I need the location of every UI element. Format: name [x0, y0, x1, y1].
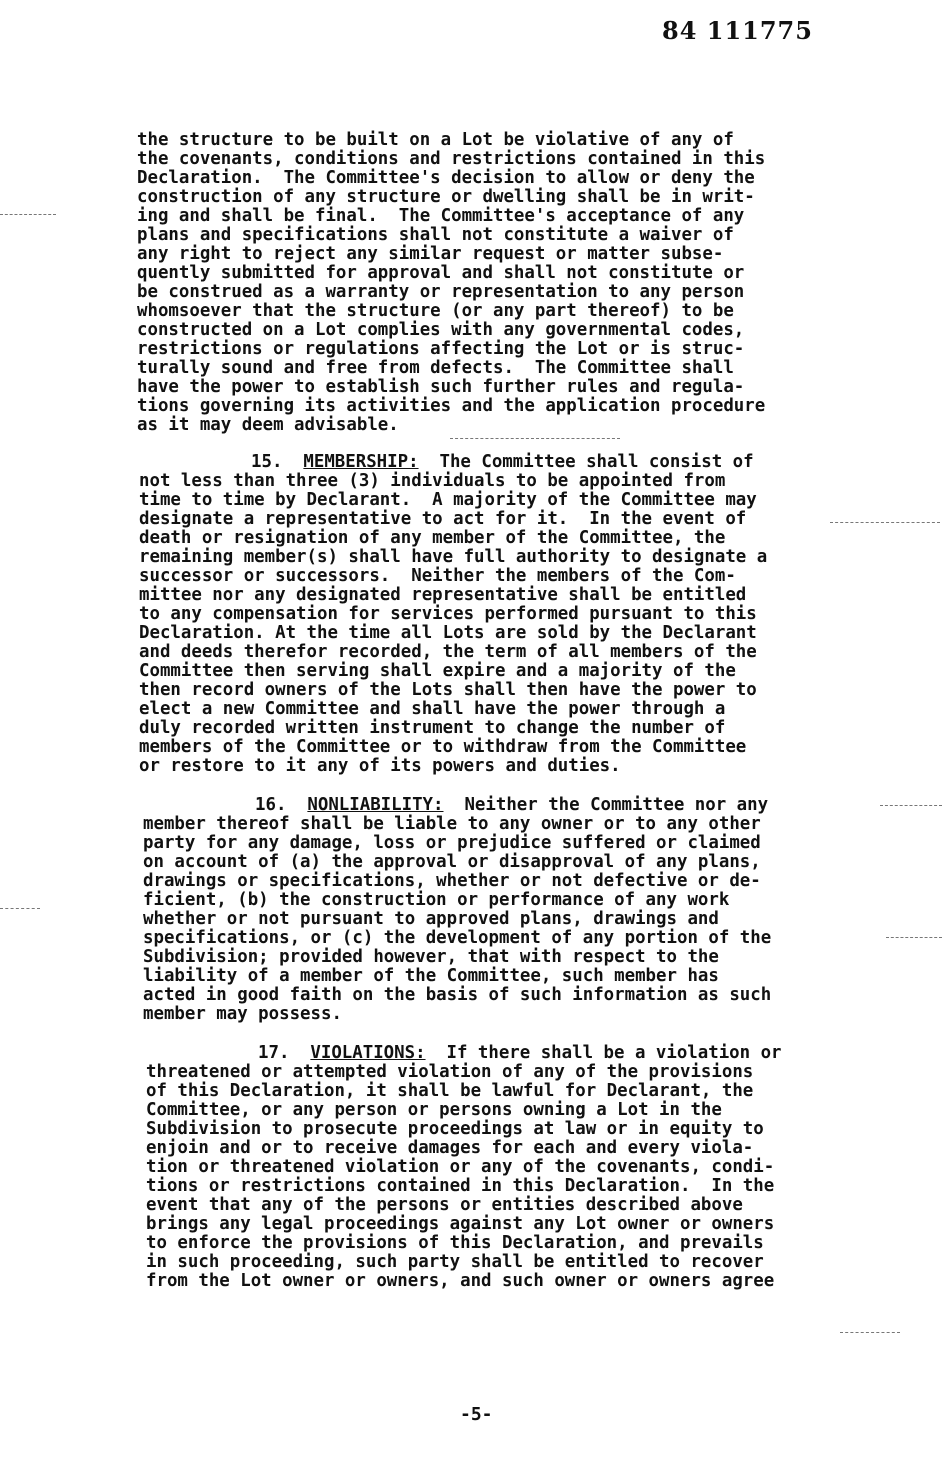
scan-artifact: [0, 214, 56, 215]
text-line: party for any damage, loss or prejudice suffered or claimed: [143, 833, 761, 853]
section-heading: VIOLATIONS:: [310, 1043, 426, 1063]
text-line: Declaration. At the time all Lots are sold by the Declarant: [139, 623, 757, 643]
text-line: mittee nor any designated representative shall be entitled: [139, 585, 747, 605]
section-heading: MEMBERSHIP:: [303, 452, 419, 472]
text-line: turally sound and free from defects. The Committee shall: [137, 358, 734, 378]
text-line: as it may deem advisable.: [137, 415, 399, 435]
text-line: ing and shall be final. The Committee's acceptance of any: [137, 206, 745, 226]
text-line: specifications, or (c) the development of any portion of the: [143, 928, 772, 948]
page-number: -5-: [460, 1404, 493, 1425]
text-line: liability of a member of the Committee, such member has: [143, 966, 719, 986]
text-line: Declaration. The Committee's decision to allow or deny the: [137, 168, 755, 188]
text-line: be construed as a warranty or representation to any person: [137, 282, 745, 302]
section-heading: NONLIABILITY:: [307, 795, 444, 815]
section-first-line: [143, 796, 768, 815]
scan-artifact: [0, 908, 40, 909]
scan-artifact: [450, 438, 620, 439]
text-line: elect a new Committee and shall have the power through a: [139, 699, 726, 719]
text-line: from the Lot owner or owners, and such owner or owners agree: [146, 1271, 775, 1291]
text-line: Committee, or any person or persons owning a Lot in the: [146, 1100, 722, 1120]
text-line: any right to reject any similar request or matter subse-: [137, 244, 724, 264]
text-line: brings any legal proceedings against any Lot owner or owners: [146, 1214, 775, 1234]
scan-artifact: [840, 1332, 900, 1333]
text-line: plans and specifications shall not constitute a waiver of: [137, 225, 734, 245]
section-number: 17.: [258, 1043, 290, 1063]
section-number: 16.: [255, 795, 287, 815]
text-line: tions governing its activities and the application procedure: [137, 396, 766, 416]
text-line: then record owners of the Lots shall then have the power to: [139, 680, 757, 700]
text-line: Neither the Committee nor any: [443, 795, 769, 815]
text-line: whomsoever that the structure (or any part thereof) to be: [137, 301, 734, 321]
text-line: have the power to establish such further rules and regula-: [137, 377, 745, 397]
text-line: and deeds therefor recorded, the term of all members of the: [139, 642, 757, 662]
text-line: The Committee shall consist of: [418, 452, 754, 472]
text-line: threatened or attempted violation of any of the provisions: [146, 1062, 754, 1082]
text-line: in such proceeding, such party shall be entitled to recover: [146, 1252, 764, 1272]
text-line: whether or not pursuant to approved plans, drawings and: [143, 909, 719, 929]
text-line: tion or threatened violation or any of the covenants, condi-: [146, 1157, 775, 1177]
text-line: duly recorded written instrument to change the number of: [139, 718, 726, 738]
section-first-line: [139, 453, 754, 472]
text-line: on account of (a) the approval or disapproval of any plans,: [143, 852, 761, 872]
text-line: drawings or specifications, whether or not defective or de-: [143, 871, 761, 891]
text-line: quently submitted for approval and shall not constitute or: [137, 263, 745, 283]
text-line: ficient, (b) the construction or performance of any work: [143, 890, 730, 910]
text-line: members of the Committee or to withdraw from the Committee: [139, 737, 747, 757]
text-line: constructed on a Lot complies with any governmental codes,: [137, 320, 745, 340]
text-line: tions or restrictions contained in this Declaration. In the: [146, 1176, 775, 1196]
text-line: Committee then serving shall expire and a majority of the: [139, 661, 736, 681]
text-line: designate a representative to act for it. In the event of: [139, 509, 747, 529]
text-line: member thereof shall be liable to any owner or to any other: [143, 814, 761, 834]
section-first-line: [146, 1044, 782, 1063]
text-line: Subdivision; provided however, that with respect to the: [143, 947, 719, 967]
text-line: not less than three (3) individuals to be appointed from: [139, 471, 726, 491]
document-number: 84 111775: [662, 16, 813, 45]
section-number: 15.: [251, 452, 283, 472]
scan-artifact: [830, 522, 940, 523]
scan-artifact: [886, 937, 942, 938]
text-line: or restore to it any of its powers and duties.: [139, 756, 621, 776]
text-line: event that any of the persons or entities described above: [146, 1195, 743, 1215]
text-line: to any compensation for services performed pursuant to this: [139, 604, 757, 624]
text-line: successor or successors. Neither the members of the Com-: [139, 566, 736, 586]
text-line: the covenants, conditions and restrictions contained in this: [137, 149, 766, 169]
scan-artifact: [880, 805, 942, 806]
text-line: time to time by Declarant. A majority of the Committee may: [139, 490, 757, 510]
text-line: the structure to be built on a Lot be violative of any of: [137, 130, 734, 150]
text-line: restrictions or regulations affecting the Lot or is struc-: [137, 339, 745, 359]
text-line: remaining member(s) shall have full authority to designate a: [139, 547, 768, 567]
text-line: death or resignation of any member of the Committee, the: [139, 528, 726, 548]
text-line: construction of any structure or dwelling shall be in writ-: [137, 187, 755, 207]
text-line: Subdivision to prosecute proceedings at law or in equity to: [146, 1119, 764, 1139]
text-line: to enforce the provisions of this Declaration, and prevails: [146, 1233, 764, 1253]
text-line: member may possess.: [143, 1004, 342, 1024]
text-line: of this Declaration, it shall be lawful for Declarant, the: [146, 1081, 754, 1101]
text-line: enjoin and or to receive damages for each and every viola-: [146, 1138, 754, 1158]
text-line: acted in good faith on the basis of such information as such: [143, 985, 772, 1005]
text-line: If there shall be a violation or: [425, 1043, 782, 1063]
